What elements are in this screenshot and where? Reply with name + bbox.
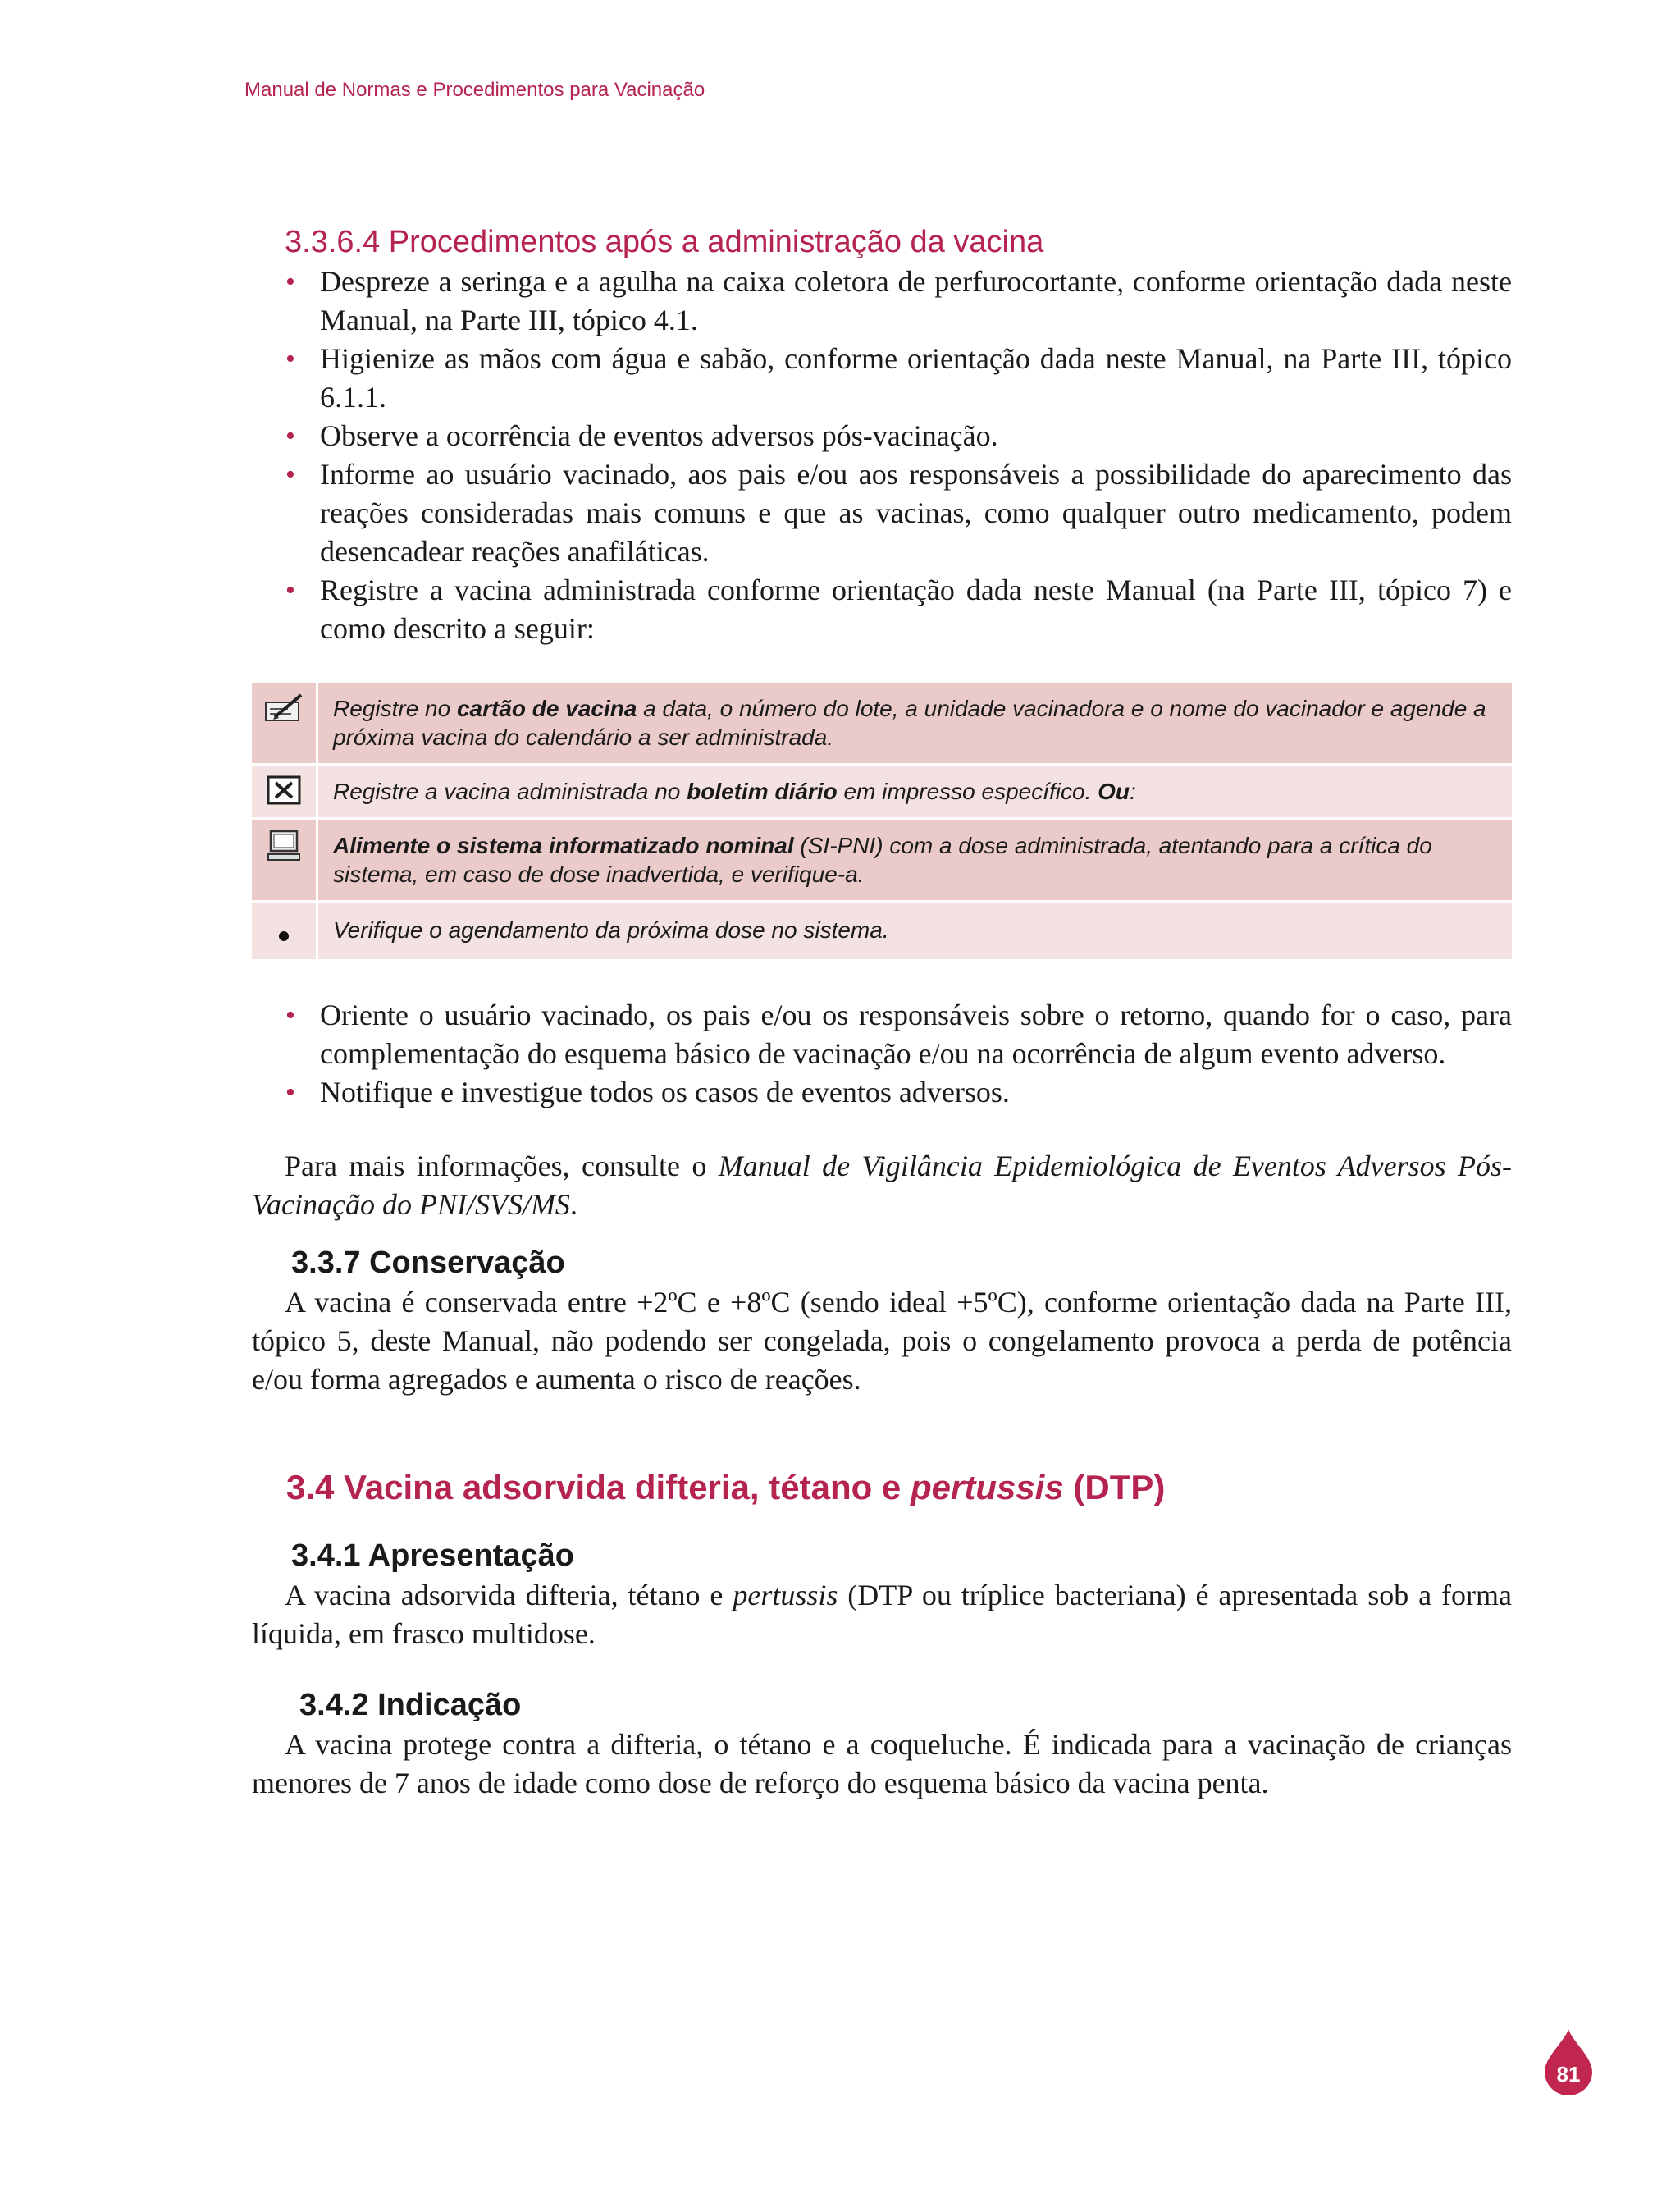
section-34-title (252, 1465, 1512, 1511)
more-info-pre: Para mais informações, consulte o (285, 1150, 719, 1182)
row-text-post: (SI-PNI) com a dose administrada, atentando para a crítica do sistema, em caso de dose inadvertida, e verifique-a. (333, 833, 1432, 887)
row-text-pre: Registre a vacina administrada no (333, 779, 687, 804)
page-number-badge (1545, 2029, 1592, 2095)
register-table (252, 683, 1512, 962)
section-342-title: 3.4.2 Indicação (299, 1688, 522, 1722)
title-italic: pertussis (910, 1468, 1064, 1506)
page-number: 81 (1556, 2062, 1581, 2087)
section-342-text: A vacina protege contra a difteria, o tétano e a coqueluche. É indicada para a vacinação de crianças menores de 7 anos de idade como dose de reforço do esquema básico da vacina penta. (252, 1728, 1512, 1799)
row-text-post-2: : (1130, 779, 1136, 804)
row-text-bold: cartão de vacina (456, 696, 637, 721)
section-3364-title: 3.3.6.4 Procedimentos após a administração da vacina (285, 225, 1044, 259)
text-italic: pertussis (733, 1579, 838, 1611)
row-text-pre: Verifique o agendamento da próxima dose no sistema. (333, 917, 889, 943)
text-post: (DTP ou tríplice bacteriana) é apresentada sob a forma líquida, em frasco multidose. (252, 1579, 1512, 1650)
section-337-title: 3.3.7 Conservação (291, 1246, 565, 1280)
list-item: • Notifique e investigue todos os casos de eventos adversos. (320, 1073, 1512, 1112)
checkbox-x-icon (252, 765, 317, 819)
row-text-pre: Registre no (333, 696, 457, 721)
row-text-post: em impresso específico. (837, 779, 1098, 804)
more-info-post: . (569, 1188, 578, 1221)
table-row (252, 819, 1512, 902)
text-pre: A vacina adsorvida difteria, tétano e (285, 1579, 733, 1611)
computer-icon (252, 819, 317, 902)
table-row (252, 902, 1512, 961)
row-text-post: a data, o número do lote, a unidade vacinadora e o nome do vacinador e agende a próxima vacina do calendário a ser administrada. (333, 696, 1486, 750)
list-item: • Higienize as mãos com água e sabão, conforme orientação dada neste Manual, na Parte III, tópico 6.1.1. (320, 340, 1512, 417)
section-337-text: A vacina é conservada entre +2ºC e +8ºC (sendo ideal +5ºC), conforme orientação dada na Parte III, tópico 5, deste Manual, não podendo ser congelada, pois o congelamento provoca a perda de potência e/ou forma agregados e aumenta o risco de reações. (252, 1286, 1512, 1396)
row-text-bold: boletim diário (687, 779, 838, 804)
more-info-paragraph (252, 1147, 1512, 1224)
table-row (252, 683, 1512, 765)
running-header: Manual de Normas e Procedimentos para Vacinação (244, 79, 705, 101)
title-pre: 3.4 Vacina adsorvida difteria, tétano e (286, 1468, 911, 1506)
bullet-icon (252, 902, 317, 961)
section-341-title: 3.4.1 Apresentação (291, 1538, 574, 1573)
list-item: • Despreze a seringa e a agulha na caixa coletora de perfurocortante, conforme orientação dada neste Manual, na Parte III, tópico 4.1. (320, 263, 1512, 340)
list-item: • Observe a ocorrência de eventos adversos pós-vacinação. (320, 417, 1512, 455)
section-3364-bullets (252, 263, 1512, 648)
list-item: • Registre a vacina administrada conforme orientação dada neste Manual (na Parte III, tópico 7) e como descrito a seguir: (320, 571, 1512, 648)
pen-card-icon (252, 683, 317, 765)
row-text-bold: Alimente o sistema informatizado nominal (333, 833, 794, 858)
title-post: (DTP) (1063, 1468, 1166, 1506)
page-content (252, 222, 1512, 1803)
list-item: • Informe ao usuário vacinado, aos pais e/ou aos responsáveis a possibilidade do aparecimento das reações consideradas mais comuns e que as vacinas, como qualquer outro medicamento, podem desencadear reações anafiláticas. (320, 455, 1512, 571)
list-item: • Oriente o usuário vacinado, os pais e/ou os responsáveis sobre o retorno, quando for o caso, para complementação do esquema básico de vacinação e/ou na ocorrência de algum evento adverso. (320, 996, 1512, 1073)
bullets-after-table (252, 996, 1512, 1112)
manual-title: Manual de Vigilância Epidemiológica de Eventos Adversos Pós-Vacinação do PNI/SVS/MS (252, 1150, 1512, 1221)
section-341-text (252, 1576, 1512, 1653)
table-row (252, 765, 1512, 819)
row-text-bold-2: Ou (1098, 779, 1130, 804)
